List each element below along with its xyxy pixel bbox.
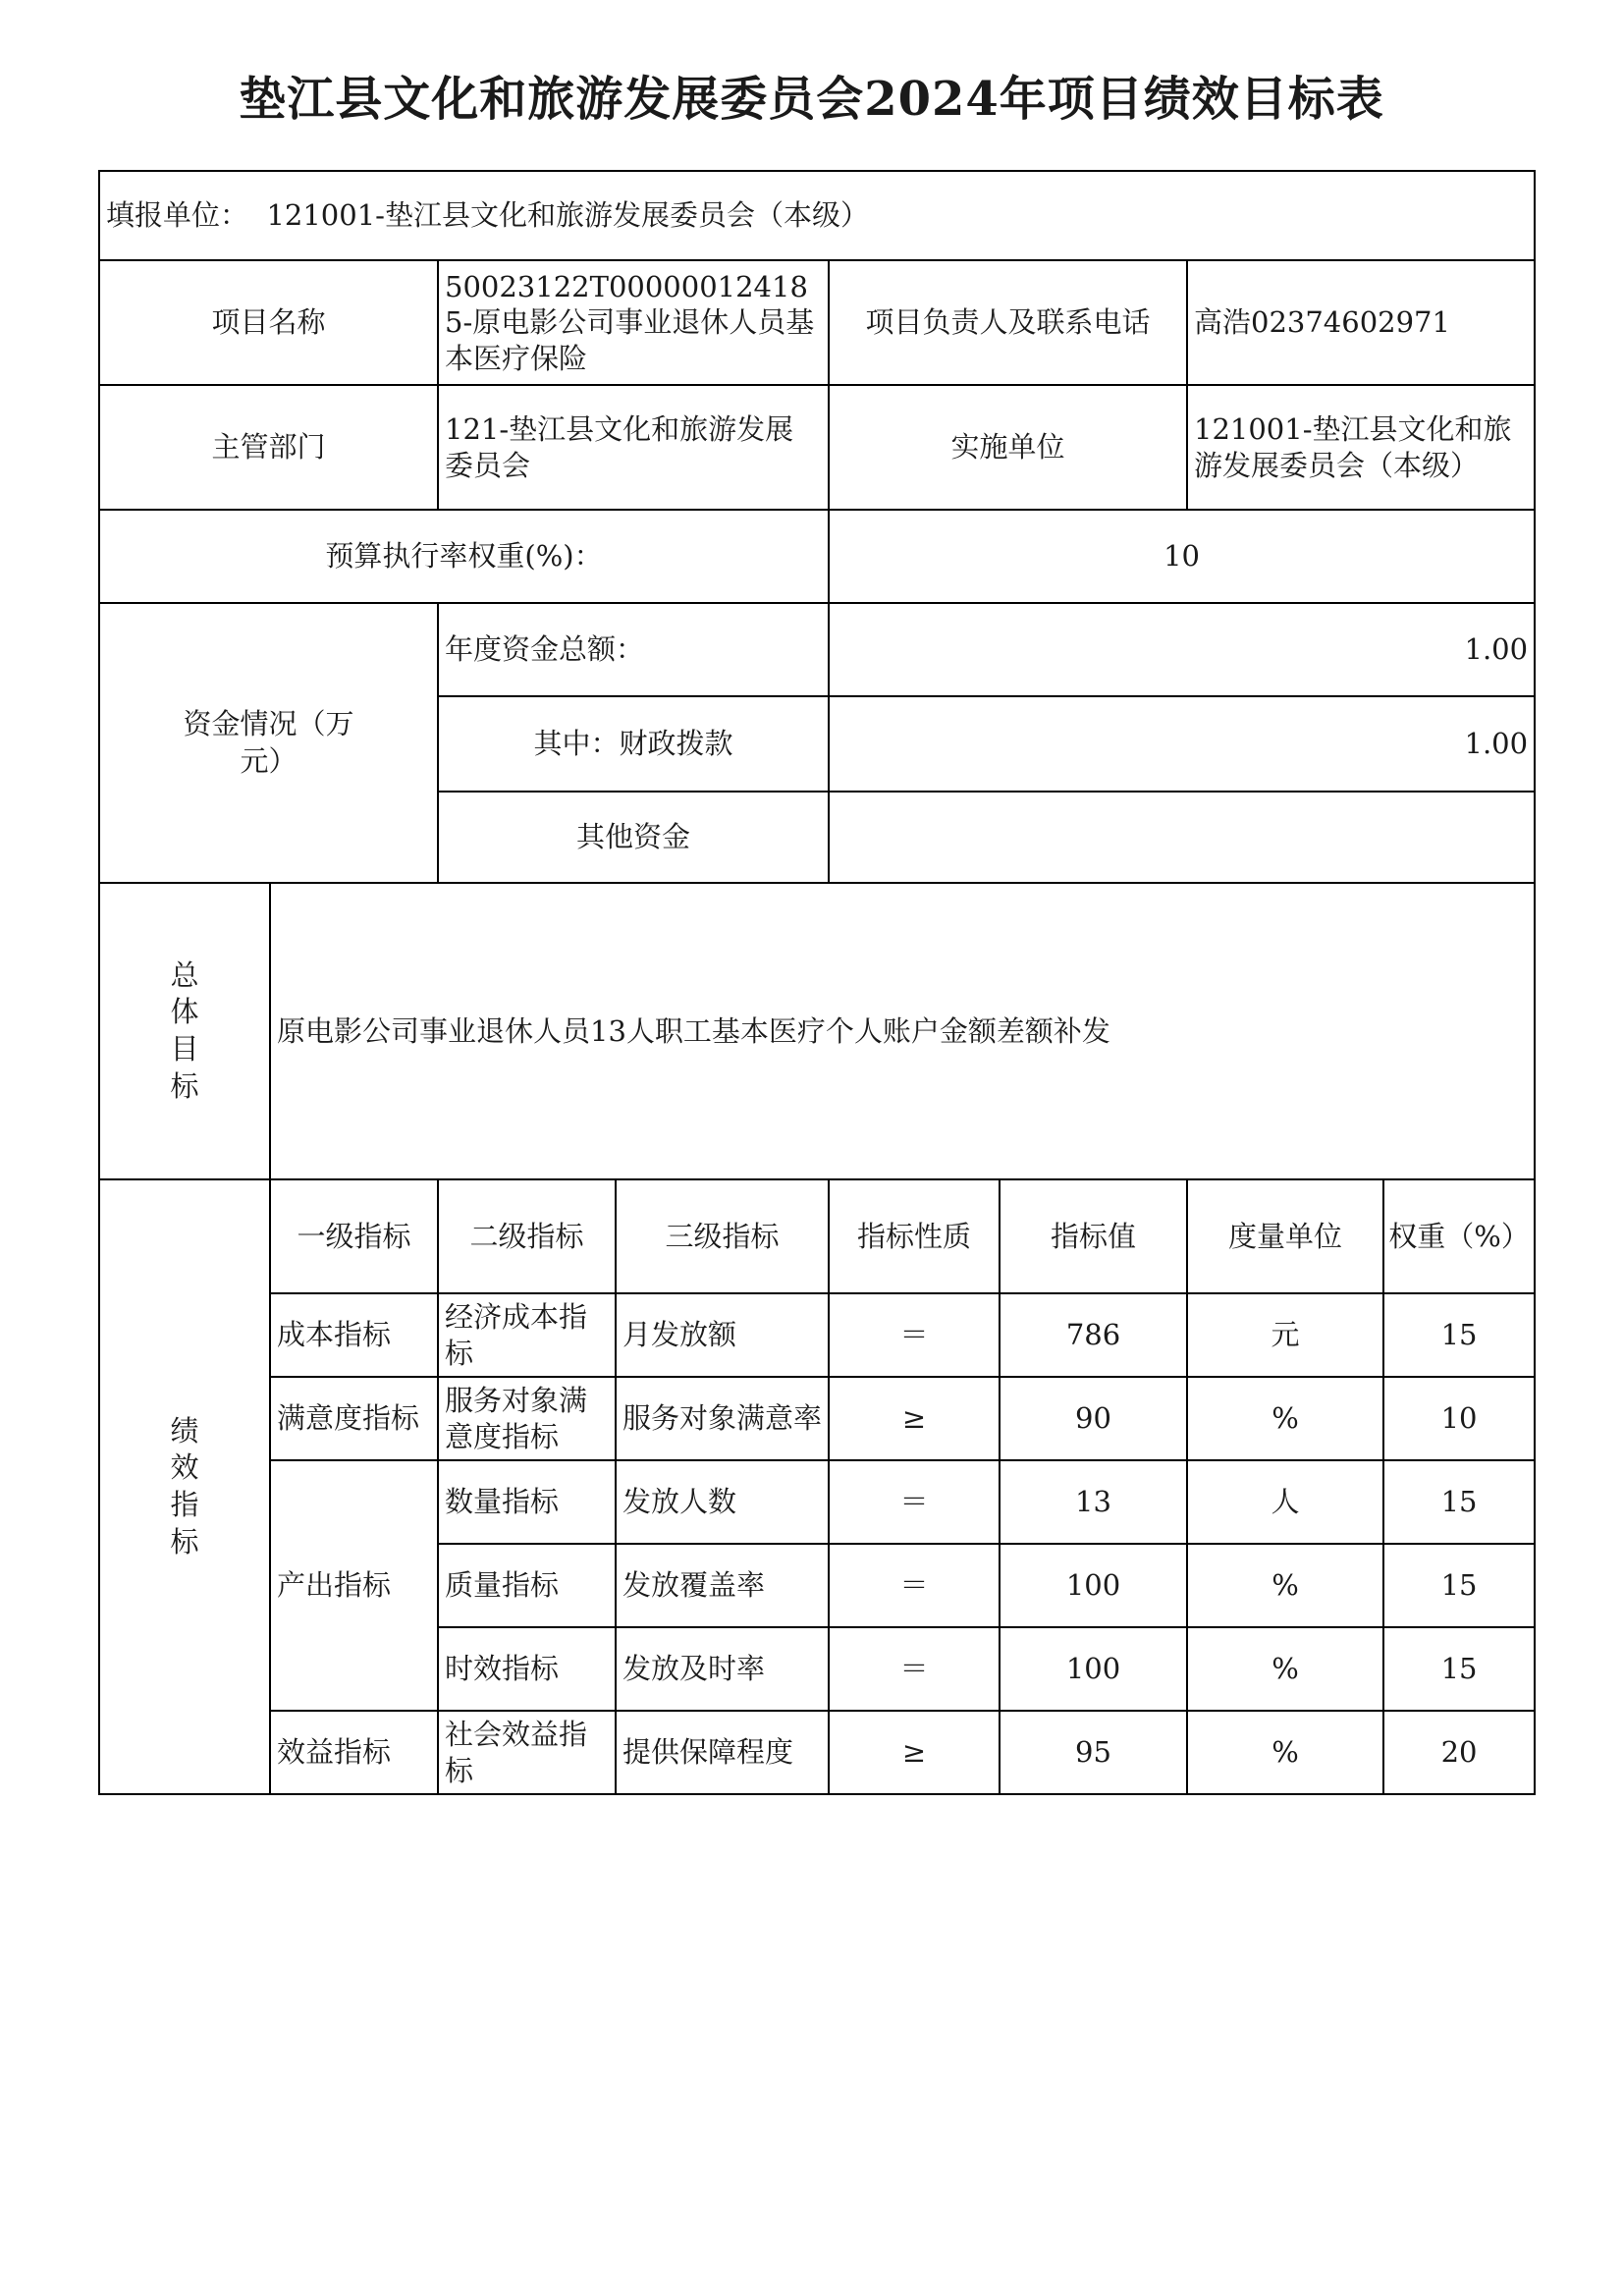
indicator-nature: ＝: [829, 1544, 1000, 1627]
indicator-unit: 人: [1187, 1460, 1383, 1544]
budget-rate-label: 预算执行率权重(%)：: [99, 510, 829, 603]
performance-goal-table: [98, 170, 1536, 1795]
indicator-level3: 提供保障程度: [616, 1711, 829, 1794]
header-unit: 度量单位: [1187, 1179, 1383, 1293]
indicator-value: 95: [1000, 1711, 1187, 1794]
indicator-unit: %: [1187, 1544, 1383, 1627]
table-row: [99, 1460, 1535, 1544]
table-row: [99, 1293, 1535, 1377]
indicator-nature: ＝: [829, 1460, 1000, 1544]
indicator-value: 13: [1000, 1460, 1187, 1544]
indicator-nature: ≥: [829, 1711, 1000, 1794]
funds-total-label: 年度资金总额：: [438, 603, 829, 696]
indicator-level1: 产出指标: [270, 1460, 438, 1711]
indicator-header-row: [99, 1179, 1535, 1293]
header-value: 指标值: [1000, 1179, 1187, 1293]
header-level1: 一级指标: [270, 1179, 438, 1293]
fill-unit-value: 121001-垫江县文化和旅游发展委员会（本级）: [266, 198, 869, 233]
indicators-label: [99, 1179, 270, 1794]
funds-label: [99, 603, 438, 883]
fill-unit-cell: [99, 171, 1535, 260]
indicator-value: 100: [1000, 1627, 1187, 1711]
indicator-level2: 质量指标: [438, 1544, 616, 1627]
funds-total-row: [99, 603, 1535, 696]
overall-goal-text: 原电影公司事业退休人员13人职工基本医疗个人账户金额差额补发: [270, 883, 1535, 1179]
funds-other-value: [829, 792, 1535, 883]
indicator-value: 786: [1000, 1293, 1187, 1377]
indicator-weight: 15: [1383, 1460, 1535, 1544]
indicator-level2: 服务对象满意度指标: [438, 1377, 616, 1460]
indicators-label-text: 绩效指标: [170, 1413, 199, 1558]
overall-goal-label-text: 总体目标: [170, 957, 199, 1103]
indicator-level3: 月发放额: [616, 1293, 829, 1377]
project-contact-label: 项目负责人及联系电话: [829, 260, 1187, 385]
overall-goal-row: [99, 883, 1535, 1179]
dept-value: 121-垫江县文化和旅游发展委员会: [438, 385, 829, 510]
funds-other-label: 其他资金: [438, 792, 829, 883]
indicator-level2: 数量指标: [438, 1460, 616, 1544]
dept-label: 主管部门: [99, 385, 438, 510]
indicator-level1: 满意度指标: [270, 1377, 438, 1460]
indicator-weight: 15: [1383, 1627, 1535, 1711]
funds-label-text: 资金情况（万元）: [183, 706, 354, 778]
indicator-unit: %: [1187, 1627, 1383, 1711]
indicator-level3: 服务对象满意率: [616, 1377, 829, 1460]
indicator-nature: ≥: [829, 1377, 1000, 1460]
department-row: [99, 385, 1535, 510]
indicator-unit: 元: [1187, 1293, 1383, 1377]
impl-value: 121001-垫江县文化和旅游发展委员会（本级）: [1187, 385, 1535, 510]
indicator-level3: 发放人数: [616, 1460, 829, 1544]
indicator-value: 90: [1000, 1377, 1187, 1460]
header-nature: 指标性质: [829, 1179, 1000, 1293]
indicator-level2: 社会效益指标: [438, 1711, 616, 1794]
impl-label: 实施单位: [829, 385, 1187, 510]
indicator-level2: 经济成本指标: [438, 1293, 616, 1377]
page-title: 垫江县文化和旅游发展委员会2024年项目绩效目标表: [239, 72, 1384, 127]
fill-unit-row: [99, 171, 1535, 260]
indicator-level3: 发放覆盖率: [616, 1544, 829, 1627]
indicator-level1: 效益指标: [270, 1711, 438, 1794]
header-level2: 二级指标: [438, 1179, 616, 1293]
indicator-weight: 10: [1383, 1377, 1535, 1460]
fill-unit-label: 填报单位：: [106, 198, 249, 233]
funds-fiscal-value: 1.00: [829, 696, 1535, 792]
funds-fiscal-label: 其中：财政拨款: [438, 696, 829, 792]
budget-rate-row: [99, 510, 1535, 603]
indicator-level2: 时效指标: [438, 1627, 616, 1711]
table-row: [99, 1711, 1535, 1794]
indicator-unit: %: [1187, 1711, 1383, 1794]
header-weight: 权重（%）: [1383, 1179, 1535, 1293]
indicator-level1: 成本指标: [270, 1293, 438, 1377]
indicator-unit: %: [1187, 1377, 1383, 1460]
indicator-nature: ＝: [829, 1293, 1000, 1377]
indicator-level3: 发放及时率: [616, 1627, 829, 1711]
funds-total-value: 1.00: [829, 603, 1535, 696]
indicator-nature: ＝: [829, 1627, 1000, 1711]
indicator-weight: 20: [1383, 1711, 1535, 1794]
project-contact-value: 高浩02374602971: [1187, 260, 1535, 385]
overall-goal-label: [99, 883, 270, 1179]
budget-rate-value: 10: [829, 510, 1535, 603]
indicator-weight: 15: [1383, 1544, 1535, 1627]
header-level3: 三级指标: [616, 1179, 829, 1293]
indicator-value: 100: [1000, 1544, 1187, 1627]
table-row: [99, 1377, 1535, 1460]
project-name-label: 项目名称: [99, 260, 438, 385]
project-name-row: [99, 260, 1535, 385]
project-name-value: 50023122T000000124185-原电影公司事业退休人员基本医疗保险: [438, 260, 829, 385]
indicator-weight: 15: [1383, 1293, 1535, 1377]
